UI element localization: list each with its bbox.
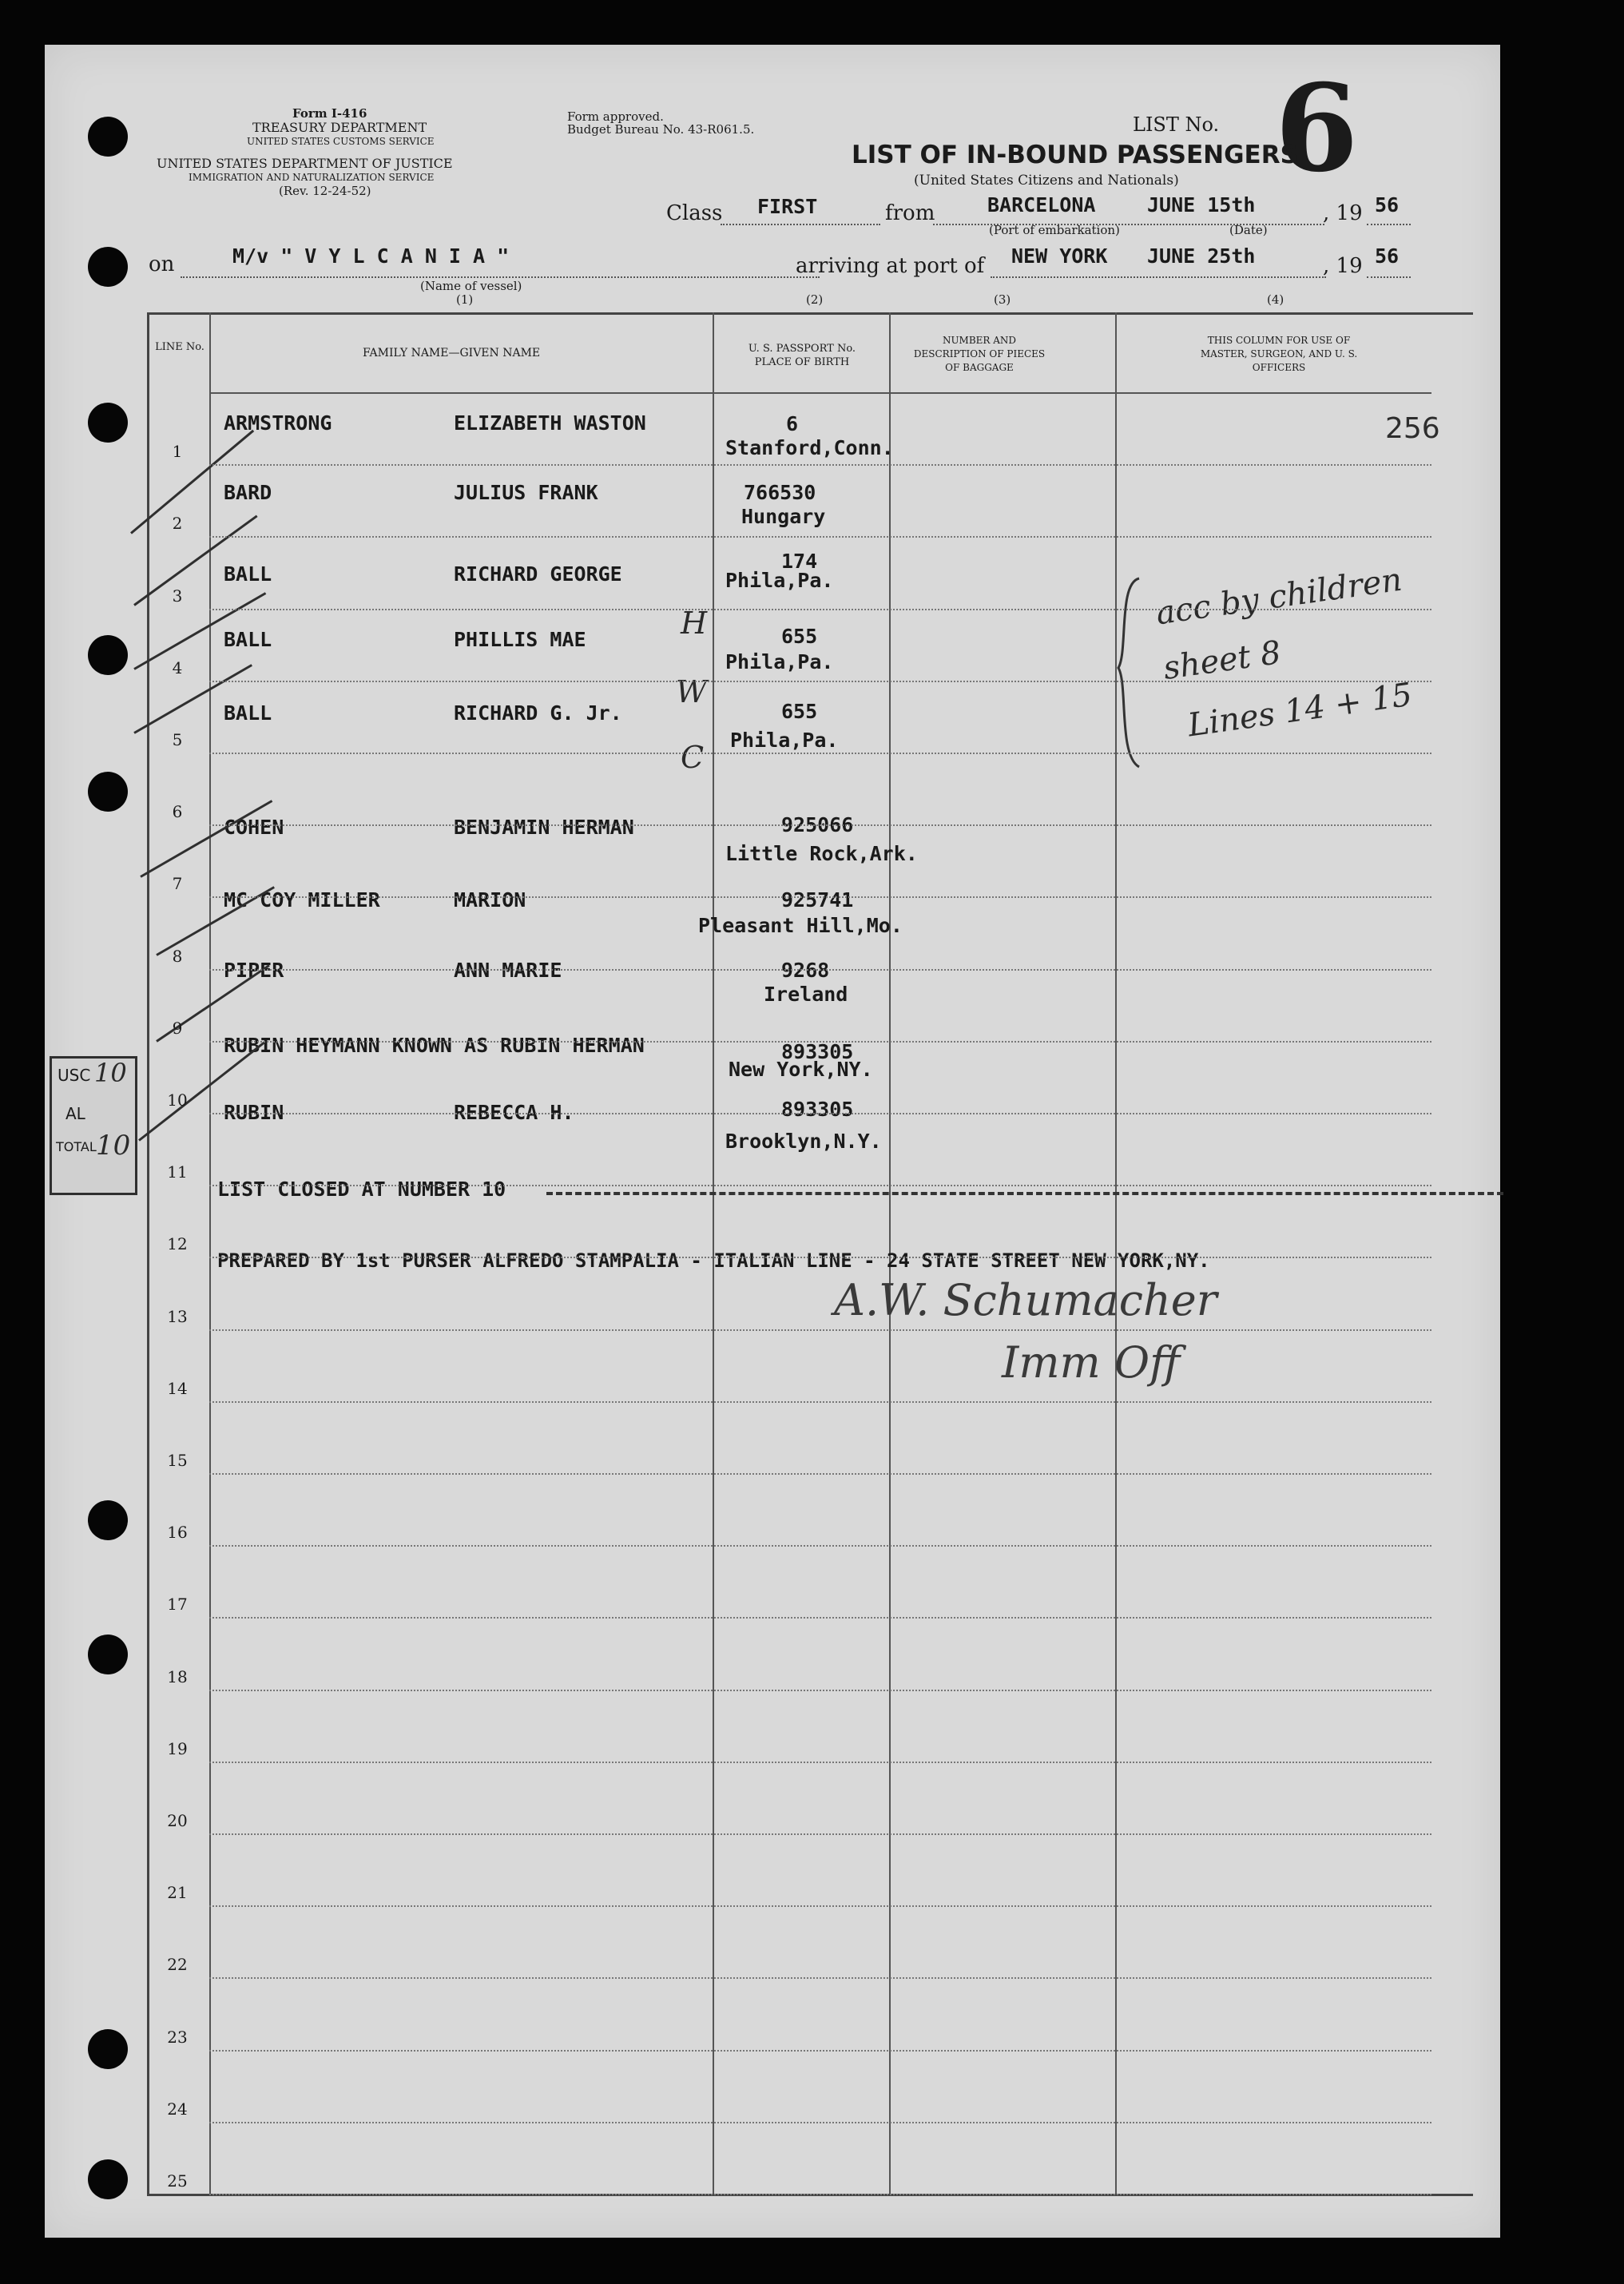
- row-rule: [209, 1185, 1431, 1186]
- year-prefix: , 19: [1323, 201, 1363, 225]
- line-number: 21: [167, 1883, 188, 1903]
- col-header-passport: U. S. PASSPORT No. PLACE OF BIRTH: [748, 343, 856, 368]
- given-name: RICHARD GEORGE: [454, 562, 622, 586]
- birth-place: Stanford,Conn.: [725, 436, 894, 459]
- arriving-label: arriving at port of: [796, 254, 985, 278]
- officer-title: Imm Off: [1002, 1337, 1181, 1388]
- row-rule: [209, 2194, 1431, 2195]
- row-rule: [209, 1833, 1431, 1835]
- row-rule: [209, 1762, 1431, 1763]
- given-name: BENJAMIN HERMAN: [454, 816, 634, 839]
- col-header-officers: THIS COLUMN FOR USE OF MASTER, SURGEON, AND U. S. OFFICERS: [1200, 335, 1358, 373]
- embark-year: 56: [1375, 193, 1400, 216]
- customs-service: UNITED STATES CUSTOMS SERVICE: [247, 136, 435, 147]
- line-number: 11: [167, 1162, 188, 1182]
- birth-place: New York,NY.: [729, 1058, 873, 1081]
- line-number: 10: [167, 1090, 188, 1110]
- row-rule: [209, 1905, 1431, 1907]
- punch-hole: [88, 635, 128, 675]
- row-rule: [209, 681, 1431, 682]
- caption-4: (4): [1267, 292, 1285, 307]
- page-subtitle: (United States Citizens and Nationals): [914, 173, 1179, 189]
- line-number: 17: [167, 1595, 188, 1615]
- form-number: Form I-416: [292, 106, 367, 121]
- line-number: 18: [167, 1666, 188, 1686]
- col-header-name: FAMILY NAME—GIVEN NAME: [363, 347, 541, 359]
- revision-date: (Rev. 12-24-52): [279, 184, 371, 198]
- row-rule: [209, 1041, 1431, 1043]
- class-label: Class: [666, 201, 723, 225]
- passport-no: 174: [781, 550, 818, 573]
- embark-port: BARCELONA: [987, 193, 1096, 216]
- given-name: RICHARD G. Jr.: [454, 701, 622, 725]
- line-number: 19: [167, 1738, 188, 1758]
- line-number: 4: [172, 657, 183, 677]
- family-name: PIPER: [224, 959, 284, 982]
- line-number: 13: [167, 1306, 188, 1326]
- port-embarkation-caption: (Port of embarkation): [989, 223, 1120, 237]
- birth-place: Little Rock,Ark.: [725, 842, 918, 865]
- passport-no: 6: [786, 412, 799, 435]
- passport-no: 893305: [781, 1098, 854, 1121]
- birth-place: Ireland: [764, 983, 848, 1006]
- year-prefix-2: , 19: [1323, 254, 1363, 278]
- treasury-department: TREASURY DEPARTMENT: [252, 120, 427, 135]
- tally-total-count: 10: [96, 1130, 131, 1162]
- tally-usc-label: USC: [58, 1066, 91, 1085]
- family-name: ARMSTRONG: [224, 411, 332, 435]
- passport-no: 766530: [744, 481, 816, 504]
- row-rule: [209, 1329, 1431, 1331]
- embark-date: JUNE 15th: [1147, 193, 1256, 216]
- budget-bureau: Budget Bureau No. 43-R061.5.: [567, 122, 755, 137]
- arrival-date: JUNE 25th: [1147, 244, 1256, 268]
- arrival-port: NEW YORK: [1011, 244, 1108, 268]
- department-of-justice: UNITED STATES DEPARTMENT OF JUSTICE: [157, 156, 453, 171]
- family-name: COHEN: [224, 816, 284, 839]
- row-rule: [209, 824, 1431, 826]
- punch-hole: [88, 772, 128, 812]
- col-header-line-no: LINE No.: [155, 341, 204, 353]
- row-rule: [209, 536, 1431, 538]
- check-mark: [133, 515, 257, 606]
- row-rule: [209, 1545, 1431, 1547]
- list-closed-text: LIST CLOSED AT NUMBER 10: [217, 1178, 506, 1201]
- check-mark: [138, 1041, 265, 1141]
- line-number: 9: [172, 1018, 183, 1038]
- form-approved: Form approved.: [567, 109, 664, 124]
- stamp-number: 256: [1385, 412, 1440, 445]
- note-brace: [1107, 572, 1155, 772]
- row-rule: [209, 1473, 1431, 1475]
- tally-total-label: TOTAL: [56, 1139, 97, 1154]
- family-name: BARD: [224, 481, 272, 504]
- row-rule: [209, 753, 1431, 754]
- line-number: 25: [167, 2171, 188, 2191]
- given-name: JULIUS FRANK: [454, 481, 598, 504]
- arrival-year: 56: [1375, 244, 1400, 268]
- row-rule: [209, 464, 1431, 466]
- line-number: 8: [172, 946, 183, 966]
- punch-hole: [88, 2029, 128, 2069]
- manifest-page: [45, 45, 1500, 2238]
- given-name: ELIZABETH WASTON: [454, 411, 646, 435]
- given-name: PHILLIS MAE: [454, 628, 586, 651]
- row-rule: [209, 2122, 1431, 2123]
- caption-2: (2): [806, 292, 824, 307]
- line-number: 16: [167, 1523, 188, 1543]
- line-number: 7: [172, 874, 183, 894]
- line-number: 23: [167, 2027, 188, 2047]
- class-value: FIRST: [757, 195, 818, 218]
- punch-hole: [88, 2159, 128, 2199]
- line-number: 1: [172, 442, 183, 462]
- list-number: 6: [1275, 58, 1359, 199]
- family-name: BALL: [224, 562, 272, 586]
- line-number: 15: [167, 1451, 188, 1470]
- relation-mark-w: W: [676, 674, 708, 709]
- note-line-2: sheet 8: [1161, 634, 1284, 688]
- passport-no: 925066: [781, 813, 854, 836]
- given-name: ANN MARIE: [454, 959, 562, 982]
- officer-signature: A.W. Schumacher: [834, 1275, 1217, 1325]
- family-name: BALL: [224, 701, 272, 725]
- immigration-service: IMMIGRATION AND NATURALIZATION SERVICE: [189, 172, 435, 183]
- on-label: on: [149, 252, 175, 276]
- passport-no: 9268: [781, 959, 830, 982]
- note-line-3: Lines 14 + 15: [1185, 676, 1415, 745]
- tally-al-label: AL: [66, 1104, 85, 1123]
- passport-no: 655: [781, 700, 818, 723]
- passport-no: 893305: [781, 1040, 854, 1063]
- row-rule: [209, 896, 1431, 898]
- given-name: MARION: [454, 888, 526, 912]
- line-number: 2: [172, 514, 183, 534]
- caption-1: (1): [456, 292, 474, 307]
- line-number: 22: [167, 1955, 188, 1975]
- punch-hole: [88, 1635, 128, 1674]
- birth-place: Phila,Pa.: [725, 650, 834, 673]
- birth-place: Phila,Pa.: [725, 569, 834, 592]
- punch-hole: [88, 247, 128, 287]
- birth-place: Pleasant Hill,Mo.: [698, 914, 903, 937]
- row-rule: [209, 1401, 1431, 1403]
- page-title: LIST OF IN-BOUND PASSENGERS: [852, 141, 1298, 169]
- birth-place: Phila,Pa.: [730, 729, 839, 752]
- passport-no: 925741: [781, 888, 854, 912]
- family-name: BALL: [224, 628, 272, 651]
- tally-usc-count: 10: [94, 1058, 127, 1088]
- row-rule: [209, 969, 1431, 971]
- line-number: 12: [167, 1234, 188, 1254]
- list-no-label: LIST No.: [1133, 113, 1220, 136]
- row-rule: [209, 1257, 1431, 1258]
- passport-no: 655: [781, 625, 818, 648]
- line-number: 20: [167, 1811, 188, 1830]
- punch-hole: [88, 1500, 128, 1540]
- row-rule: [209, 609, 1431, 610]
- from-label: from: [885, 201, 935, 225]
- list-closed-dash: [546, 1192, 1503, 1195]
- date-caption: (Date): [1229, 223, 1268, 237]
- row-rule: [209, 1617, 1431, 1619]
- given-name: REBECCA H.: [454, 1101, 574, 1124]
- table-top-rule: [147, 312, 1473, 315]
- row-rule: [209, 1690, 1431, 1691]
- row-rule: [209, 2050, 1431, 2052]
- row-rule: [209, 1977, 1431, 1979]
- caption-3: (3): [994, 292, 1011, 307]
- vessel-name: M/v " V Y L C A N I A ": [232, 244, 510, 268]
- family-name: MC COY MILLER: [224, 888, 380, 912]
- line-number: 24: [167, 2099, 188, 2119]
- birth-place: Brooklyn,N.Y.: [725, 1130, 882, 1153]
- note-line-1: acc by children: [1153, 561, 1404, 633]
- vessel-caption: (Name of vessel): [420, 279, 522, 293]
- relation-mark-c: C: [681, 740, 705, 775]
- birth-place: Hungary: [741, 505, 826, 528]
- col-header-baggage: NUMBER AND DESCRIPTION OF PIECES OF BAGGAGE: [913, 335, 1046, 373]
- line-number: 5: [172, 730, 183, 749]
- prepared-by-text: PREPARED BY 1st PURSER ALFREDO STAMPALIA - ITALIAN LINE - 24 STATE STREET NEW YORK,NY.: [217, 1249, 1210, 1272]
- family-name: RUBIN HEYMANN KNOWN AS RUBIN HERMAN: [224, 1034, 645, 1057]
- punch-hole: [88, 403, 128, 443]
- relation-mark-h: H: [681, 606, 708, 641]
- punch-hole: [88, 117, 128, 157]
- row-rule: [209, 1113, 1431, 1114]
- line-number: 3: [172, 586, 183, 606]
- line-number: 6: [172, 802, 183, 822]
- check-mark: [140, 800, 272, 878]
- line-number: 14: [167, 1378, 188, 1398]
- family-name: RUBIN: [224, 1101, 284, 1124]
